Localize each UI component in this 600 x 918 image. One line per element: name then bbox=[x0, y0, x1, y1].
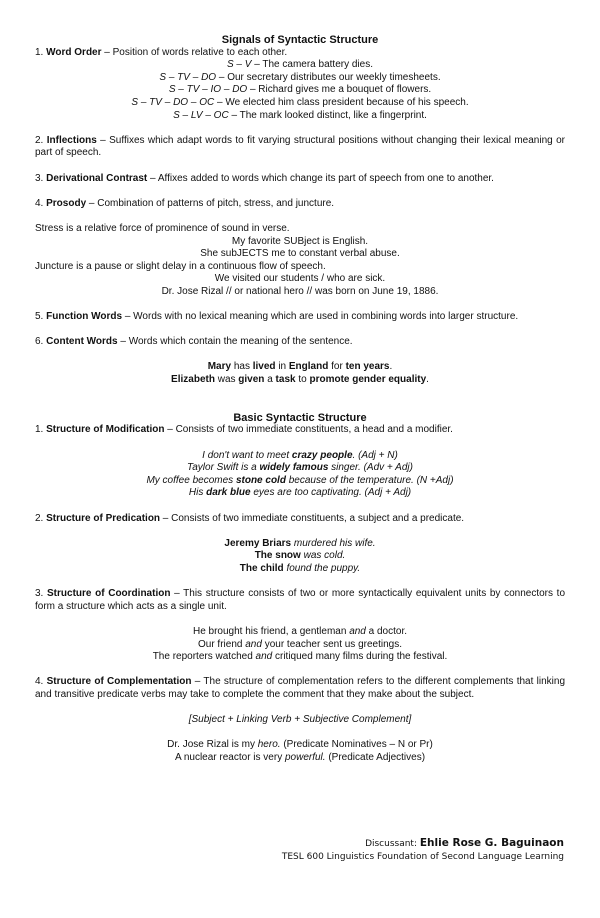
modification-example: My coffee becomes stone cold because of the temperature. (N +Adj) bbox=[146, 474, 454, 486]
modification-example: His dark blue eyes are too captivating. (Adj + Adj) bbox=[188, 487, 412, 499]
complementation-formula: [Subject + Linking Verb + Subjective Complement] bbox=[188, 714, 412, 726]
discussant-line: Discussant: Ehlie Rose G. Baguinaon bbox=[365, 837, 564, 849]
juncture-definition: Juncture is a pause or slight delay in a continuous flow of speech. bbox=[35, 260, 326, 272]
word-order-example: S – LV – OC – The mark looked distinct, like a fingerprint. bbox=[173, 109, 427, 121]
word-order-example: S – TV – DO – Our secretary distributes our weekly timesheets. bbox=[159, 71, 441, 83]
item-modification: 1. Structure of Modification – Consists of two immediate constituents, a head and a modifier. bbox=[35, 424, 453, 436]
predication-example: The snow was cold. bbox=[254, 550, 346, 562]
predication-example: Jeremy Briars murdered his wife. bbox=[224, 537, 376, 549]
section-title-signals: Signals of Syntactic Structure bbox=[221, 34, 379, 46]
predication-example: The child found the puppy. bbox=[239, 562, 361, 574]
complementation-example: A nuclear reactor is very powerful. (Predicate Adjectives) bbox=[174, 751, 426, 763]
coordination-example: He brought his friend, a gentleman and a doctor. bbox=[192, 625, 408, 637]
course-line: TESL 600 Linguistics Foundation of Second Language Learning bbox=[281, 852, 564, 862]
item-coordination: 3. Structure of Coordination – This structure consists of two or more syntactically equivalent units by connectors to form a structure which acts as a single unit. bbox=[35, 588, 566, 612]
modification-example: I don't want to meet crazy people. (Adj + N) bbox=[202, 449, 398, 461]
section-title-basic: Basic Syntactic Structure bbox=[233, 411, 367, 424]
item-complementation: 4. Structure of Complementation – The structure of complementation refers to the different complements that linking and transitive predicate verbs may take to complete the comment that they make about the subject. bbox=[35, 676, 566, 700]
complementation-example: Dr. Jose Rizal is my hero. (Predicate Nominatives – N or Pr) bbox=[167, 739, 433, 751]
item-predication: 2. Structure of Predication – Consists of two immediate constituents, a subject and a predicate. bbox=[35, 512, 465, 524]
stress-definition: Stress is a relative force of prominence of sound in verse. bbox=[35, 222, 290, 234]
juncture-example: We visited our students / who are sick. bbox=[214, 273, 386, 285]
content-words-example: Mary has lived in England for ten years. bbox=[207, 361, 393, 373]
item-content-words: 6. Content Words – Words which contain the meaning of the sentence. bbox=[35, 336, 353, 348]
word-order-example: S – V – The camera battery dies. bbox=[226, 59, 373, 71]
modification-example: Taylor Swift is a widely famous singer. (Adv + Adj) bbox=[187, 462, 413, 474]
stress-example: My favorite SUBject is English. bbox=[231, 235, 369, 247]
footer bbox=[282, 837, 564, 864]
coordination-example: Our friend and your teacher sent us greetings. bbox=[197, 638, 402, 650]
item-function-words: 5. Function Words – Words with no lexical meaning which are used in combining words into larger structure. bbox=[35, 311, 519, 323]
content-words-example: Elizabeth was given a task to promote gender equality. bbox=[171, 374, 429, 386]
document-body bbox=[35, 34, 565, 764]
word-order-example: S – TV – IO – DO – Richard gives me a bouquet of flowers. bbox=[168, 84, 432, 96]
item-inflections: 2. Inflections – Suffixes which adapt words to fit varying structural positions without changing their lexical meaning or part of speech. bbox=[35, 134, 566, 159]
term-word-order: Word Order bbox=[46, 46, 102, 58]
discussant-name: Ehlie Rose G. Baguinaon bbox=[419, 837, 564, 849]
item-derivational-contrast: 3. Derivational Contrast – Affixes added to words which change its part of speech from one to another. bbox=[35, 172, 494, 184]
item-word-order: 1. Word Order – Position of words relative to each other. bbox=[35, 46, 288, 58]
word-order-example: S – TV – DO – OC – We elected him class president because of his speech. bbox=[131, 96, 469, 108]
item-prosody: 4. Prosody – Combination of patterns of pitch, stress, and juncture. bbox=[35, 197, 335, 209]
juncture-example: Dr. Jose Rizal // or national hero // was born on June 19, 1886. bbox=[161, 285, 439, 297]
coordination-example: The reporters watched and critiqued many films during the festival. bbox=[152, 651, 448, 663]
stress-example: She subJECTS me to constant verbal abuse. bbox=[200, 248, 400, 260]
